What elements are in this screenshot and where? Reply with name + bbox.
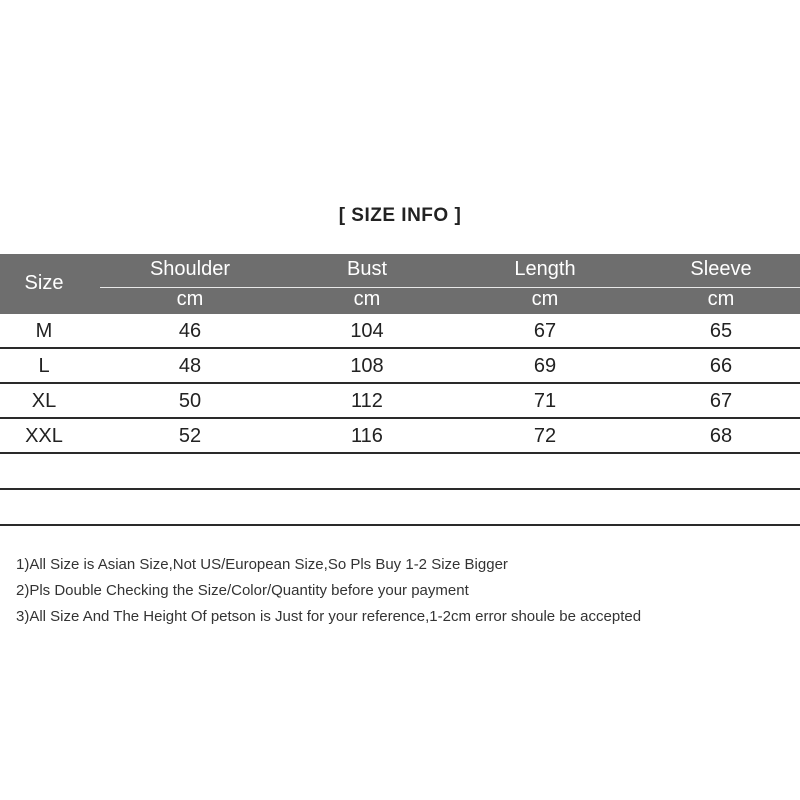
table-row [0,419,800,454]
sleeve-cell: 65 [709,320,733,342]
size-cell: XXL [25,425,63,447]
table-row [0,384,800,419]
table-row [0,314,800,349]
size-cell: XL [31,390,57,412]
bust-cell: 116 [351,425,383,447]
bust-unit: cm [353,288,381,310]
length-column-header: Length [514,258,576,280]
shoulder-cell: 46 [178,320,202,342]
size-column-header: Size [24,272,64,294]
empty-table-row [0,490,800,526]
bust-cell: 112 [351,390,383,412]
sleeve-column-header: Sleeve [690,258,752,280]
table-header [0,254,800,314]
sleeve-cell: 68 [709,425,733,447]
sleeve-cell: 66 [709,355,733,377]
sleeve-cell: 67 [709,390,733,412]
bust-cell: 108 [350,355,384,377]
sleeve-unit: cm [707,288,735,310]
notes-section [16,552,641,630]
shoulder-cell: 52 [178,425,202,447]
length-cell: 67 [533,320,557,342]
size-cell: L [38,355,50,377]
note-line: 3)All Size And The Height Of petson is Just for your reference,1-2cm error shoule be accepted [16,608,642,625]
bust-column-header: Bust [346,258,388,280]
size-info-title: [ SIZE INFO ] [338,205,462,226]
length-cell: 72 [533,425,557,447]
length-unit: cm [531,288,559,310]
shoulder-column-header: Shoulder [149,258,231,280]
size-table-body [0,314,800,526]
shoulder-unit: cm [176,288,204,310]
shoulder-cell: 50 [178,390,202,412]
table-row [0,349,800,384]
length-cell: 69 [533,355,557,377]
note-line: 2)Pls Double Checking the Size/Color/Quantity before your payment [16,582,469,599]
bust-cell: 104 [350,320,384,342]
note-line: 1)All Size is Asian Size,Not US/European Size,So Pls Buy 1-2 Size Bigger [16,556,508,573]
size-cell: M [35,320,53,342]
length-cell: 71 [533,390,557,412]
shoulder-cell: 48 [178,355,202,377]
empty-table-row [0,454,800,490]
